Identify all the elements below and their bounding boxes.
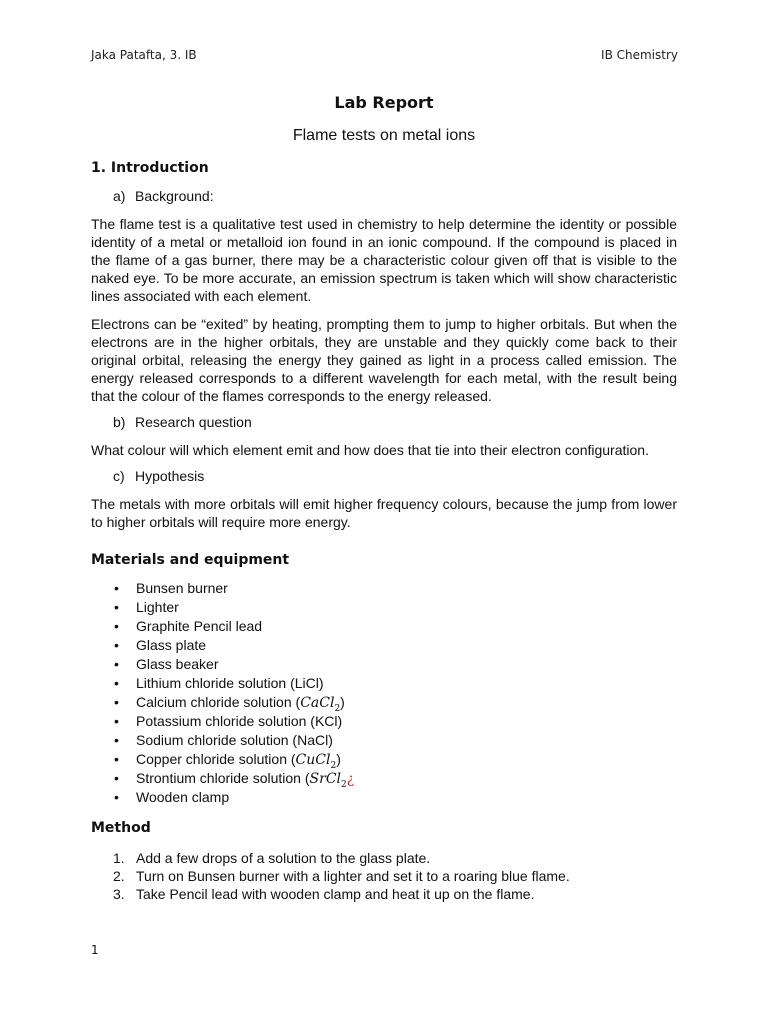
bullet-icon: • bbox=[114, 656, 119, 672]
step-text: Take Pencil lead with wooden clamp and heat it up on the flame. bbox=[136, 886, 535, 902]
research-question-text: What colour will which element emit and how does that tie into their electron configuration. bbox=[91, 442, 649, 458]
background-subheading bbox=[113, 187, 677, 205]
formula-base: CaCl bbox=[300, 695, 335, 711]
step-number: 3. bbox=[113, 886, 125, 902]
document-subtitle: Flame tests on metal ions bbox=[292, 127, 476, 144]
bullet-icon: • bbox=[114, 675, 119, 691]
calcium-formula bbox=[300, 695, 341, 714]
list-item bbox=[91, 750, 677, 769]
material-label: Bunsen burner bbox=[136, 580, 228, 596]
formula-base: CuCl bbox=[295, 752, 331, 768]
list-item bbox=[91, 674, 677, 693]
material-label: Graphite Pencil lead bbox=[136, 618, 263, 634]
header-subject: IB Chemistry bbox=[601, 48, 678, 62]
background-label: Background: bbox=[135, 188, 214, 204]
formula-close: ) bbox=[336, 751, 341, 767]
material-label: Glass plate bbox=[136, 637, 207, 653]
strontium-formula bbox=[309, 771, 355, 790]
step-text: Add a few drops of a solution to the glass plate. bbox=[136, 850, 431, 866]
formula-glitch: ¿ bbox=[346, 771, 355, 787]
list-item bbox=[91, 731, 677, 750]
step-number: 2. bbox=[113, 868, 125, 884]
bullet-icon: • bbox=[114, 618, 119, 634]
material-label: Lighter bbox=[136, 599, 179, 615]
bullet-icon: • bbox=[114, 751, 119, 767]
hypothesis-label: Hypothesis bbox=[135, 468, 205, 484]
material-label: Lithium chloride solution (LiCl) bbox=[136, 675, 324, 691]
background-paragraph-1: The flame test is a qualitative test used in chemistry to help determine the identity or possible identity of a metal or metalloid ion found in an ionic compound. If the compound is placed in the flame of a gas burner, there may be a characteristic colour given off that is visible to the naked eye. To be more accurate, an emission spectrum is taken which will show characteristic lines associated with each element. bbox=[91, 216, 677, 304]
formula-subscript: 2 bbox=[334, 703, 341, 714]
bullet-icon: • bbox=[114, 694, 119, 710]
list-item bbox=[91, 788, 677, 807]
material-label: Glass beaker bbox=[136, 656, 219, 672]
bullet-icon: • bbox=[114, 599, 119, 615]
introduction-heading: 1. Introduction bbox=[91, 160, 209, 176]
list-item bbox=[91, 867, 677, 885]
research-question-subheading bbox=[113, 413, 677, 431]
list-item bbox=[91, 849, 677, 867]
list-item bbox=[91, 636, 677, 655]
material-label: Sodium chloride solution (NaCl) bbox=[136, 732, 333, 748]
hypothesis-subheading bbox=[113, 467, 677, 485]
bullet-icon: • bbox=[114, 580, 119, 596]
materials-heading: Materials and equipment bbox=[91, 552, 290, 568]
material-label: Strontium chloride solution ( bbox=[136, 770, 310, 786]
hypothesis-text: The metals with more orbitals will emit higher frequency colours, because the jump from lower to higher orbitals will require more energy. bbox=[91, 496, 677, 530]
materials-list bbox=[91, 579, 677, 807]
method-heading: Method bbox=[91, 820, 151, 836]
document-title: Lab Report bbox=[334, 93, 434, 112]
step-number: 1. bbox=[113, 850, 125, 866]
copper-formula bbox=[295, 752, 337, 771]
formula-subscript: 2 bbox=[341, 779, 347, 790]
method-steps bbox=[91, 849, 677, 903]
list-item bbox=[91, 712, 677, 731]
hypothesis-marker: c) bbox=[113, 468, 125, 484]
list-item bbox=[91, 769, 677, 788]
bullet-icon: • bbox=[114, 770, 119, 786]
material-label: Calcium chloride solution ( bbox=[136, 694, 301, 710]
header-author: Jaka Patafta, 3. IB bbox=[91, 48, 197, 62]
research-question-marker: b) bbox=[113, 414, 126, 430]
material-label: Copper chloride solution ( bbox=[136, 751, 296, 767]
formula-base: SrCl bbox=[309, 771, 342, 787]
document-body bbox=[91, 158, 677, 903]
material-label: Wooden clamp bbox=[136, 789, 230, 805]
research-question-label: Research question bbox=[135, 414, 252, 430]
list-item bbox=[91, 617, 677, 636]
list-item bbox=[91, 598, 677, 617]
bullet-icon: • bbox=[114, 637, 119, 653]
material-label: Potassium chloride solution (KCl) bbox=[136, 713, 343, 729]
bullet-icon: • bbox=[114, 732, 119, 748]
list-item bbox=[91, 885, 677, 903]
background-marker: a) bbox=[113, 188, 126, 204]
step-text: Turn on Bunsen burner with a lighter and set it to a roaring blue flame. bbox=[136, 868, 570, 884]
list-item bbox=[91, 655, 677, 674]
formula-subscript: 2 bbox=[330, 760, 337, 771]
list-item bbox=[91, 579, 677, 598]
list-item bbox=[91, 693, 677, 712]
background-paragraph-2: Electrons can be “exited” by heating, prompting them to jump to higher orbitals. But when the electrons are in the higher orbitals, they are unstable and they quickly come back to their original orbital, releasing the energy they gained as light in a process called emission. The energy released corresponds to a different wavelength for each metal, with the result being that the colour of the flames corresponds to the energy released. bbox=[91, 316, 677, 404]
bullet-icon: • bbox=[114, 713, 119, 729]
formula-close: ) bbox=[340, 694, 345, 710]
bullet-icon: • bbox=[114, 789, 119, 805]
page-number: 1 bbox=[91, 943, 99, 957]
